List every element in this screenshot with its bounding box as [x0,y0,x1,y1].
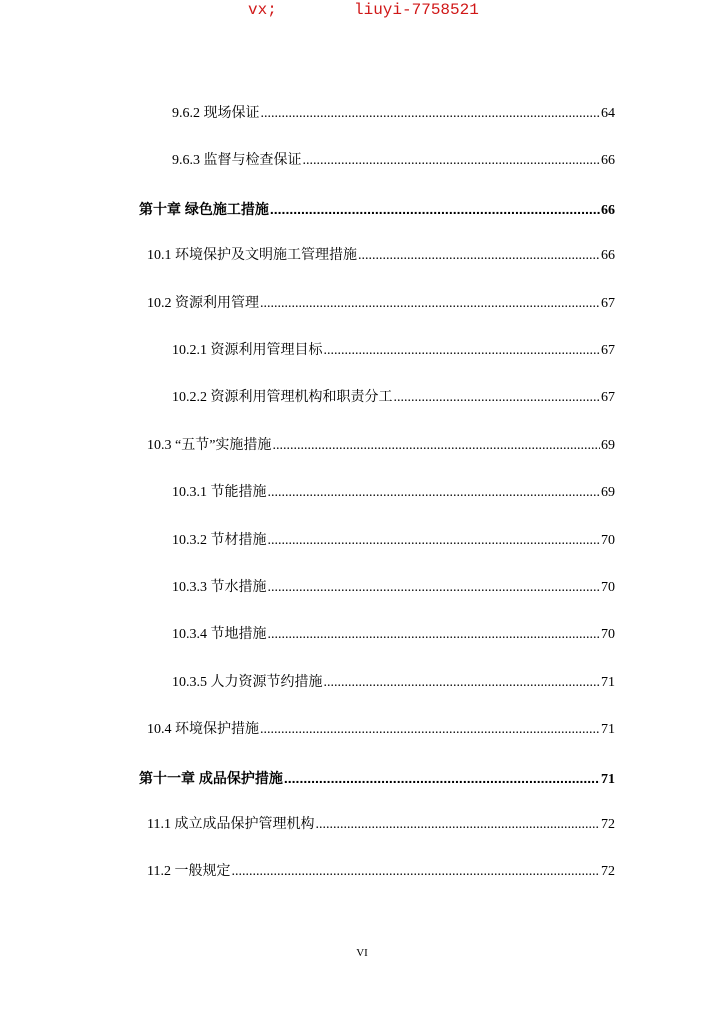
toc-entry[interactable] [172,579,615,597]
toc-entry-label: 10.3.5 人力资源节约措施 [172,674,323,690]
toc-entry-page: 66 [601,202,615,218]
toc-leader-dots [270,200,600,218]
toc-entry-page: 70 [601,532,615,548]
toc-entry-label: 10.3.4 节地措施 [172,627,267,643]
toc-entry[interactable] [147,863,615,881]
toc-entry-page: 67 [601,295,615,311]
toc-entry[interactable] [172,484,615,502]
watermark [0,0,724,24]
toc-entry-page: 66 [601,248,615,264]
toc-entry-label: 10.1 环境保护及文明施工管理措施 [147,248,357,264]
toc-entry-page: 72 [601,817,615,832]
toc-leader-dots [315,816,600,834]
toc-entry[interactable] [147,437,615,455]
toc-entry[interactable] [139,769,615,787]
toc-entry-label: 9.6.3 监督与检查保证 [172,153,302,169]
toc-leader-dots [324,674,601,692]
toc-entry-label: 10.2 资源利用管理 [147,295,259,311]
toc-entry-label: 10.3.2 节材措施 [172,532,267,548]
toc-leader-dots [324,342,601,360]
toc-entry-label: 10.4 环境保护措施 [147,722,259,738]
toc-entry[interactable] [172,674,615,692]
toc-leader-dots [358,247,600,265]
toc-entry-label: 10.2.1 资源利用管理目标 [172,343,323,358]
toc-entry[interactable] [172,626,615,644]
toc-entry-page: 72 [601,864,615,880]
toc-leader-dots [261,105,601,123]
toc-entry-label: 11.1 成立成品保护管理机构 [147,817,315,832]
toc-leader-dots [268,579,601,597]
toc-entry-page: 70 [601,627,615,643]
toc-entry[interactable] [139,200,615,218]
toc-entry[interactable] [147,721,615,739]
toc-entry[interactable] [147,247,615,265]
toc-entry-label: 11.2 一般规定 [147,864,231,880]
toc-leader-dots [268,484,601,502]
toc-leader-dots [303,152,601,170]
toc-leader-dots [272,437,600,455]
toc-entry[interactable] [172,152,615,170]
toc-entry[interactable] [147,295,615,313]
toc-leader-dots [284,769,600,787]
watermark-contact-id: liuyi-7758521 [354,1,479,19]
toc-entry[interactable] [172,532,615,550]
toc-entry-page: 64 [601,106,615,121]
toc-entry-page: 70 [601,580,615,595]
toc-entry-label: 第十一章 成品保护措施 [139,769,283,786]
toc-leader-dots [394,389,601,407]
toc-leader-dots [260,295,600,313]
toc-entry-label: 10.2.2 资源利用管理机构和职责分工 [172,390,393,406]
toc-leader-dots [268,532,601,550]
toc-entry[interactable] [172,105,615,123]
toc-entry-label: 10.3.1 节能措施 [172,485,267,501]
toc-entry[interactable] [147,816,615,834]
toc-entry-label: 9.6.2 现场保证 [172,106,260,121]
toc-entry[interactable] [172,342,615,360]
toc-entry-label: 第十章 绿色施工措施 [139,200,269,217]
toc-entry-page: 66 [601,153,615,169]
page-number: VI [356,947,368,959]
toc-entry-page: 67 [601,343,615,358]
toc-entry-label: 10.3.3 节水措施 [172,580,267,595]
toc-entry-page: 69 [601,437,615,453]
toc-entry-label: 10.3 “五节”实施措施 [147,437,272,453]
toc-entry-page: 67 [601,390,615,406]
toc-leader-dots [260,721,600,739]
toc-entry-page: 69 [601,485,615,501]
toc-entry-page: 71 [601,674,615,690]
toc-leader-dots [231,863,600,881]
toc-entry-page: 71 [601,771,615,787]
toc-leader-dots [268,626,601,644]
watermark-contact-label: vx; [248,1,277,19]
toc-entry[interactable] [172,389,615,407]
toc-entry-page: 71 [601,722,615,738]
